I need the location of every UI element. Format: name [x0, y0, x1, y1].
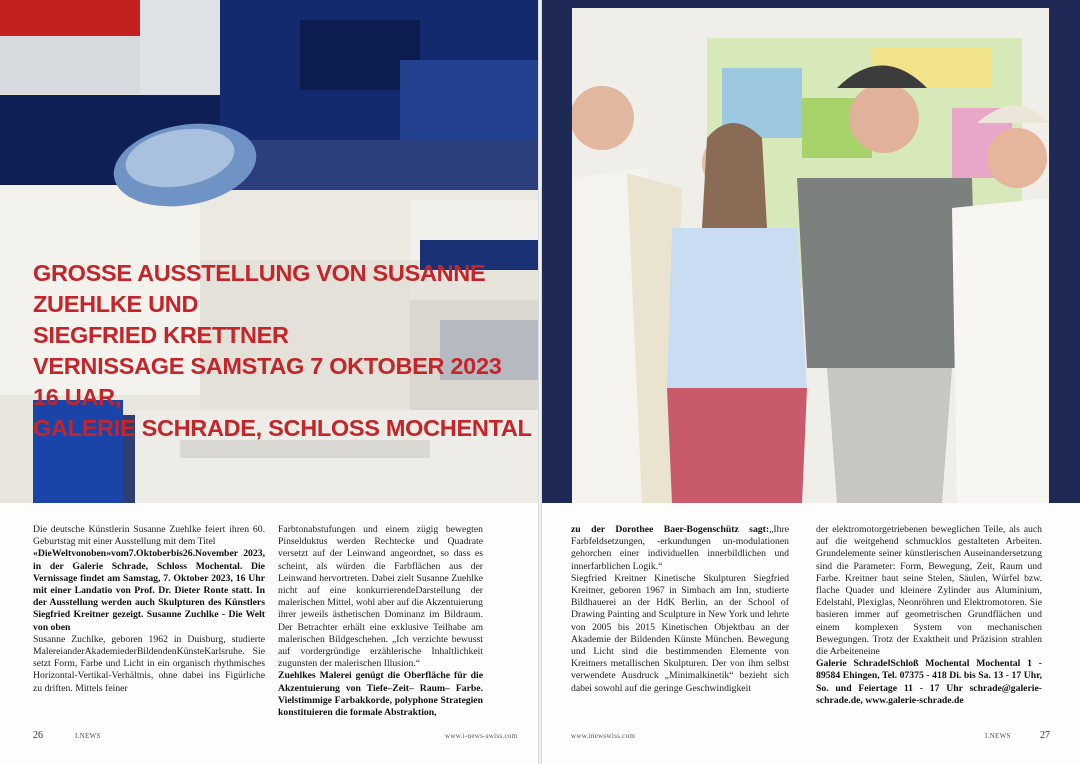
footer-url-right[interactable]: www.inewswiss.com: [571, 732, 636, 740]
headline-line: VERNISSAGE SAMSTAG 7 OKTOBER 2023 16 UAR,: [33, 353, 502, 410]
painting-summary: Zuehlkes Malerei genügt die Oberfläche für die Akzentuierung von Tiefe–Zeit– Raum– Farbe. Vielstimmige Farbakkorde, polyphone Strategien konstituieren die formale Abstraktion,: [278, 670, 483, 719]
quote-attribution: zu der Dorothee Baer-Bogenschütz sagt:: [571, 524, 770, 535]
group-photo-image: [572, 8, 1049, 503]
intro-paragraph: Die deutsche Künstlerin Susanne Zuehlke feiert ihren 60. Geburtstag mit einer Ausstellung mit dem Titel: [33, 524, 265, 548]
headline-line: SIEGFRIED KRETTNER: [33, 322, 289, 348]
headline-line: GALERIE SCHRADE, SCHLOSS MOCHENTAL: [33, 415, 532, 441]
article-column-3: [571, 524, 789, 695]
quote-text: „Ihre Farbfeldsetzungen, -erkundungen un-modulationen gehorchen einer individuellen innerbildlichen und innerfarblichen Logik.“: [571, 524, 789, 572]
article-column-1: [33, 524, 265, 695]
headline-line: GROSSE AUSSTELLUNG VON SUSANNE ZUEHLKE UND: [33, 260, 486, 317]
artist-bio-paragraph: Susanne Zuchlke, geboren 1962 in Duisburg, studierte MalereianderAkademiederBildendenKünsteKarlsruhe. Sie setzt Form, Farbe und Licht in ein organisch rhythmisches Horizontal-Vertikal-Verhältnis, ohne dabei ins Figürliche zu driften. Mittels feiner: [33, 633, 265, 694]
article-headline: [33, 258, 533, 444]
brand-right: I.NEWS: [985, 732, 1011, 740]
exhibition-details: «DieWeltvonoben»vom7.Oktoberbis26.November 2023, in der Galerie Schrade, Schloss Mochental. Die Vernissage findet am Samstag, 7. Oktober 2023, 16 Uhr mit einer Landatio von Prof. Dr. Dieter Ronte statt. In der Ausstellung werden auch Skulpturen des Künstlers Siegfried Kreitner gezeigt. Susanne Zuchlke - Die Welt von oben: [33, 548, 265, 633]
brand-left: I.NEWS: [75, 732, 101, 740]
footer-url-left[interactable]: www.i-news-swiss.com: [445, 732, 518, 740]
article-column-4: [816, 524, 1042, 707]
page-number-right: 27: [1040, 730, 1050, 741]
painting-description: Farbtonabstufungen und einem zügig bewegten Pinselduktus werden Rechtecke und Quadrate versetzt auf der Leinwand angeordnet, so dass es scheint, als würden die Farbflächen aus der Leinwand hervortreten. Dabei zielt Susanne Zuehlke nicht auf eine konkurrierendeDarstellung der malerischen Mittel, wohl aber auf die Akzentuierung ihrer jeweils ästhetischen Dominanz im Bildraum. Der Betrachter erhält eine exklusive Teilhabe am malerischen Bildgeschehen. „Ich verzichte bewusst auf vordergründige erzählerische Inhaltlichkeit zugunsten der malerischen Illusion.“: [278, 524, 483, 670]
page-number-left: 26: [33, 730, 43, 741]
sculpture-description: der elektromotorgetriebenen beweglichen Teile, als auch auf die weitgehend schmucklos gestalteten Arbeiten. Grundelemente seiner künstlerischen Auseinandersetzung sind die Parameter: Form, Bewegung, Zeit, Raum und Farbe. Kreitner baut seine Stelen, Säulen, Würfel bzw. flache Quader und kleinere Zylinder aus Aluminium, Edelstahl, Plexiglas, Neonröhren und Elektromotoren. Sie basieren immer auf geometrischen Grundflächen und einem komplexen System von mechanischen Bewegungen. Trotz der Exaktheit und Präzision strahlen die Arbeiteneine: [816, 524, 1042, 658]
sculptor-bio-paragraph: Siegfried Kreitner Kinetische Skulpturen Siegfried Kreitner, geboren 1967 in Simbach am Inn, studierte Bildhauerei an der HdK Berlin, an der School of Drawing Painting and Sculpture in New York und lehrte von 2005 bis 2015 Kinetischen Objektbau an der Akademie der Bildenden Künste München. Bewegung und Licht sind die bestimmenden Elemente von Kreitners metallischen Skulpturen. Der von ihm selbst verwendete Ausdruck „Minimalkinetik“ bezieht sich dabei sowohl auf die geringe Geschwindigkeit: [571, 572, 789, 694]
article-column-2: [278, 524, 483, 719]
gallery-contact: Galerie Schrade‖Schloß Mochental Mochental 1 - 89584 Ehingen, Tel. 07375 - 418 Di. bis Sa. 13 - 17 Uhr, So. und Feiertage 11 - 17 Uhr schrade@galerie-schrade.de, www.galerie-schrade.de: [816, 658, 1042, 706]
